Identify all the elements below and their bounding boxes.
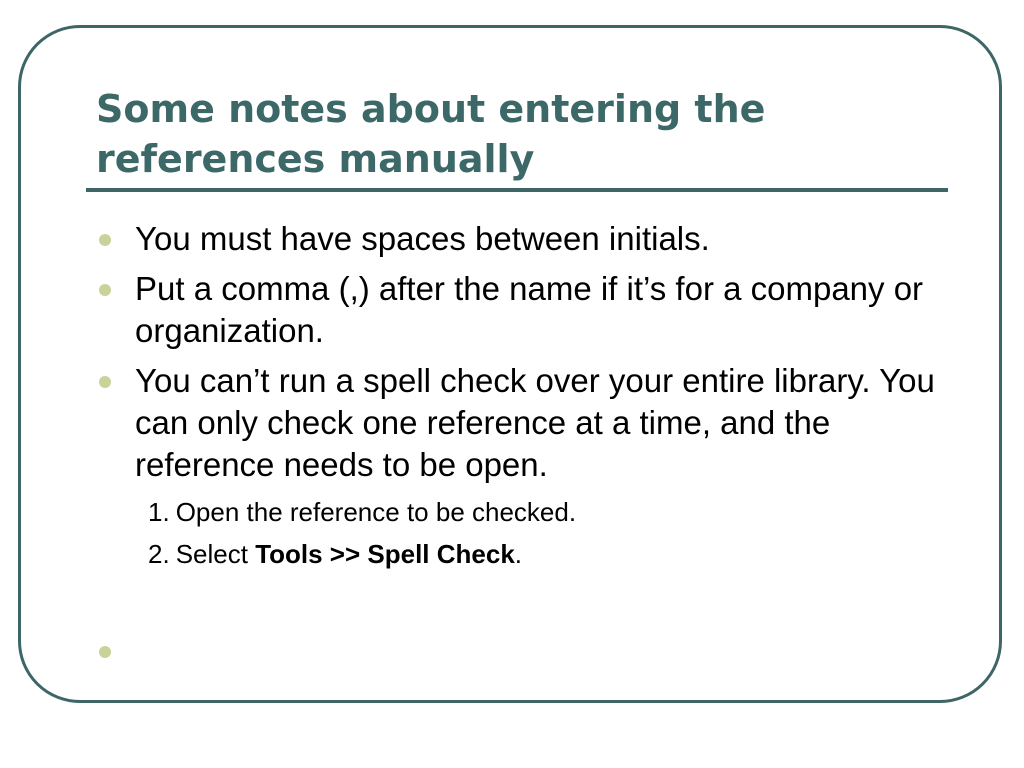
bullet-dot-icon [99,376,111,388]
menu-path: Tools >> Spell Check [255,539,515,569]
bullet-dot-icon [99,646,111,658]
bullet-text: You can’t run a spell check over your entire library. You can only check one reference at a time, and the reference needs to be open. [135,362,935,483]
step-number: 1. [148,497,170,527]
slide-title: Some notes about entering the references manually [96,87,766,181]
bullet-text: You must have spaces between initials. [135,220,710,257]
step-list [96,492,936,574]
step-item [148,534,936,574]
bullet-item [96,268,936,352]
bullet-item [96,360,936,486]
bullet-dot-icon [99,234,111,246]
step-number: 2. [148,539,170,569]
step-text: Open the reference to be checked. [175,497,577,527]
title-underline [86,188,948,192]
step-text-end: . [514,539,523,569]
step-item [148,492,936,532]
slide-body [96,218,936,576]
bullet-item [96,218,936,260]
bullet-text: Put a comma (,) after the name if it’s for a company or organization. [135,270,924,349]
step-text: Select [175,539,256,569]
bullet-dot-icon [99,284,111,296]
